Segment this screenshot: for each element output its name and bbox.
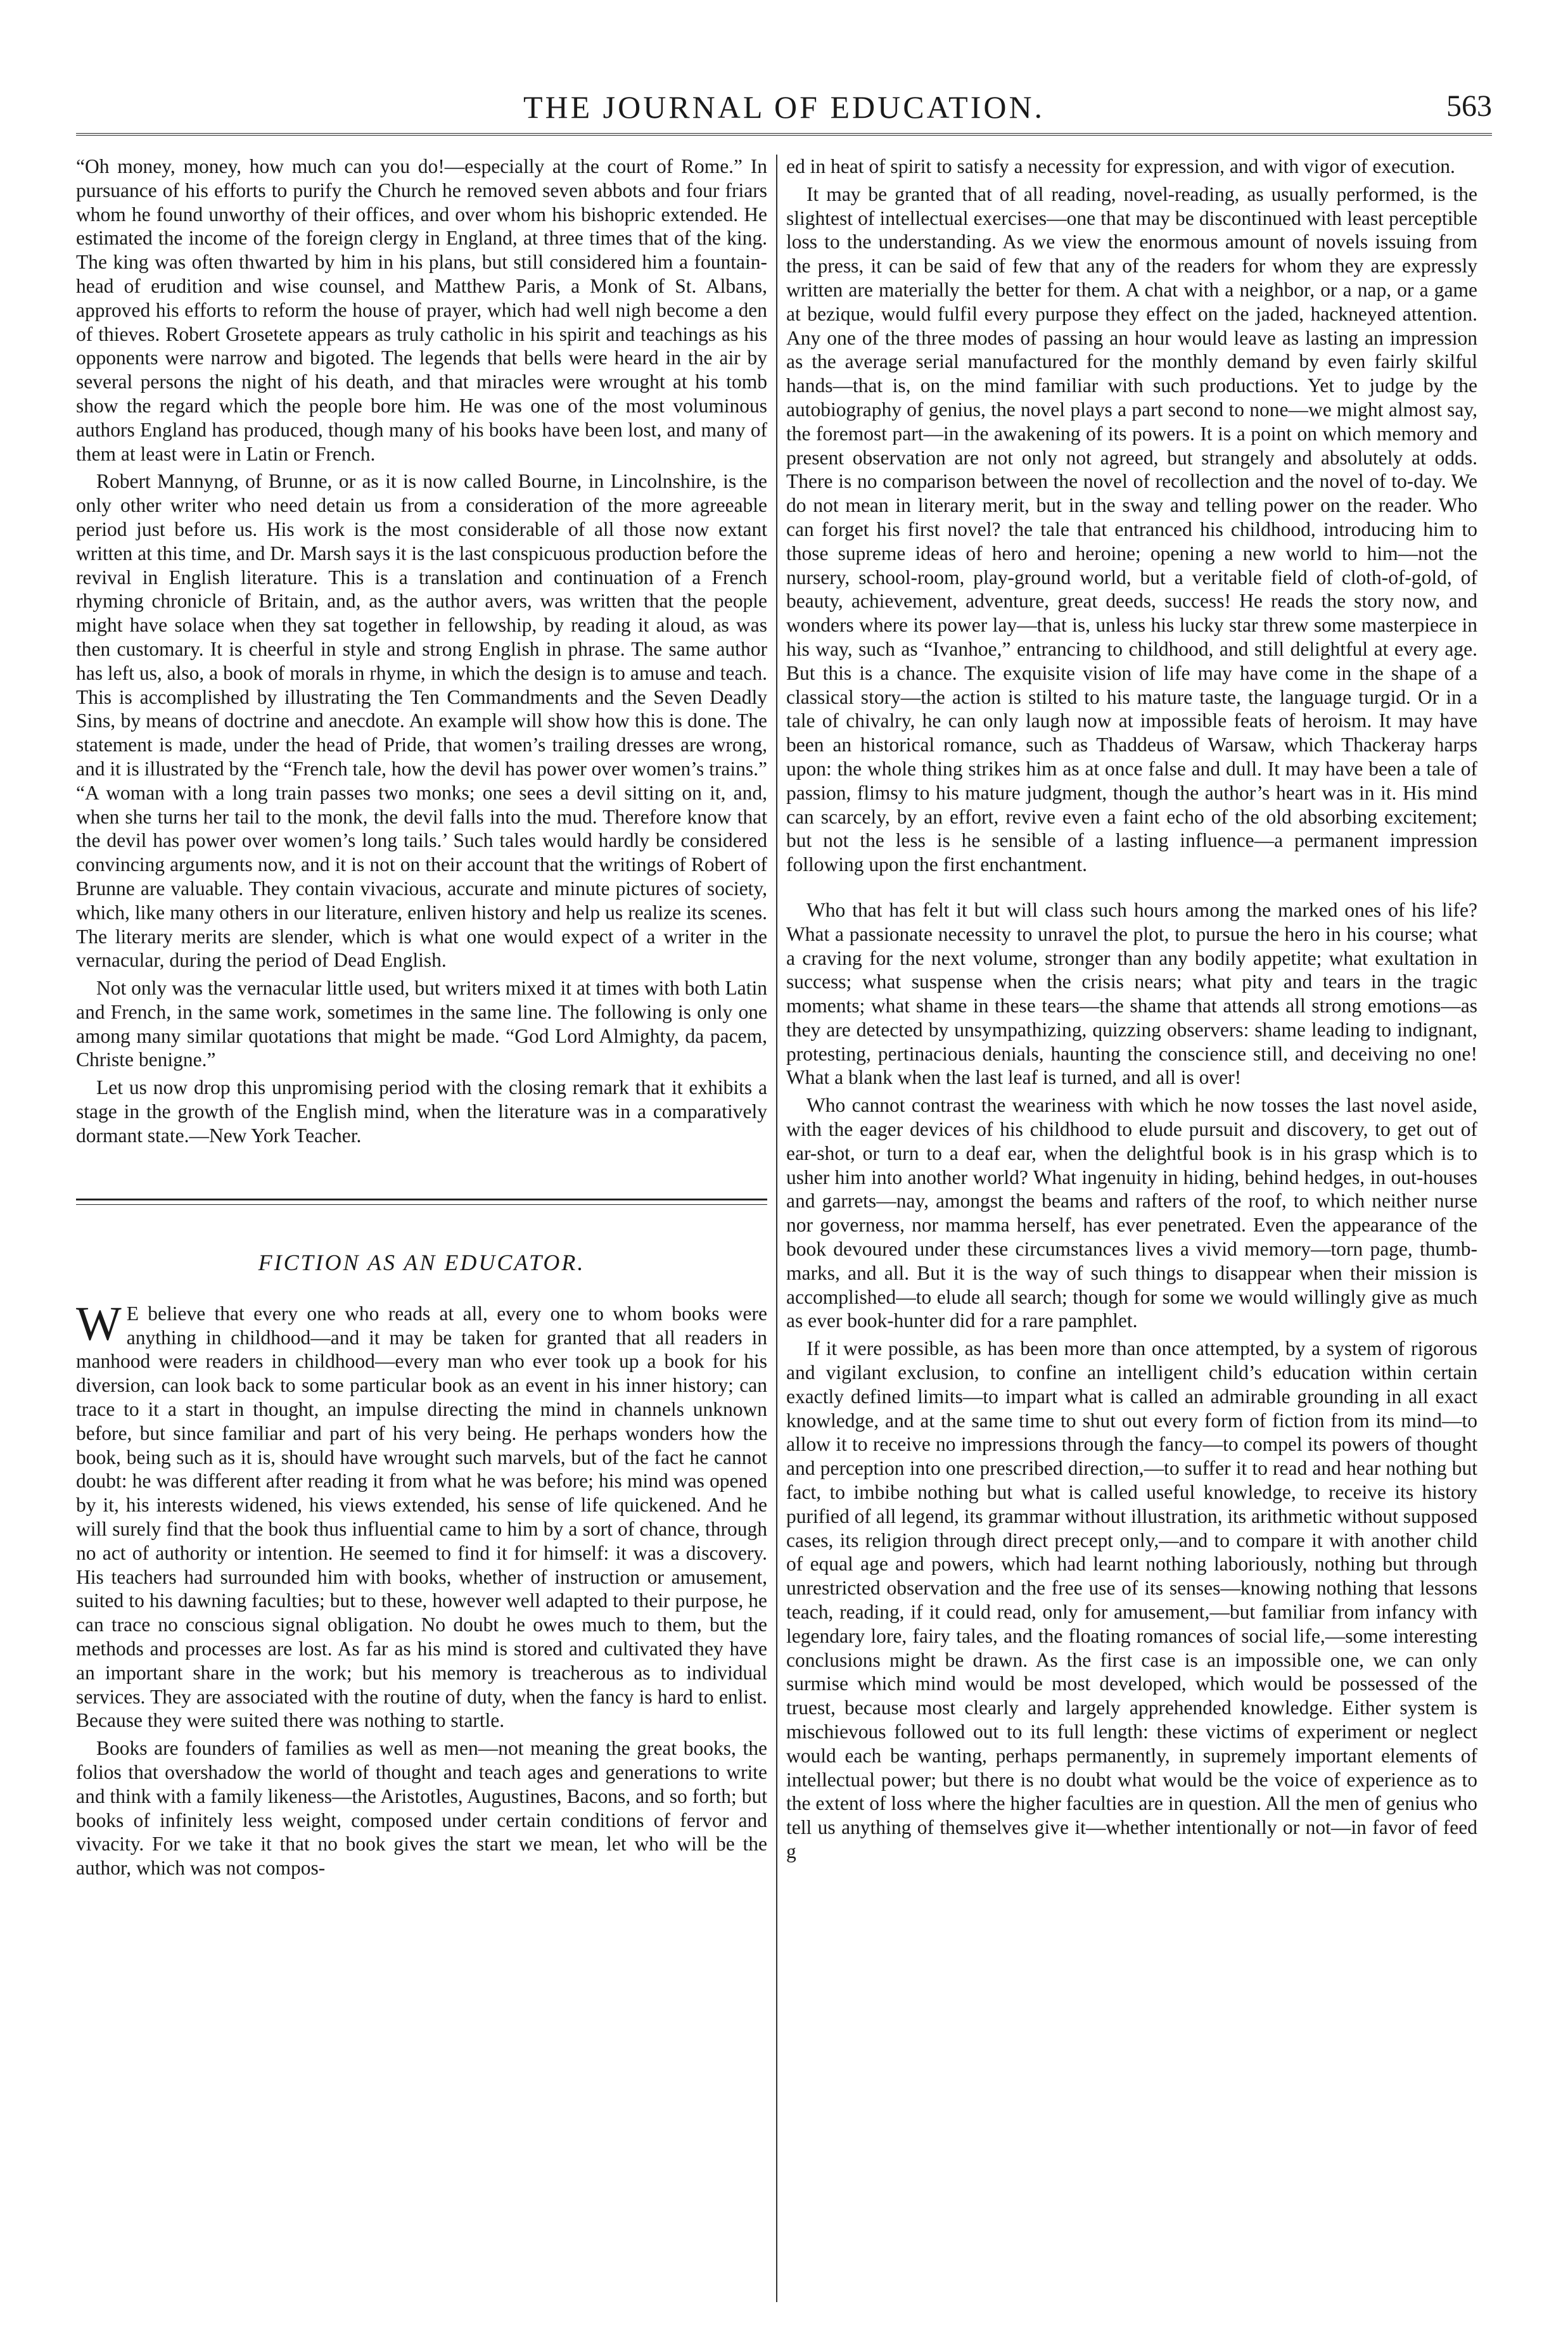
paragraph: Who cannot contrast the weariness with which he now tosses the last novel aside, with the eager devices of his childhood to elude pursuit and discovery, to get out of ear-shot, or turn to a deaf ear, when the delightful book is in his grasp which is to usher him into another world? What ingenuity in hiding, behind hedges, in out-houses and garrets—nay, amongst the beams and rafters of the roof, to which neither nurse nor governess, nor mamma herself, has ever penetrated. Even the appearance of the book devoured under these circumstances lives a vivid memory—torn page, thumb-marks, and all. But it is the way of such things to disappear when their mission is accomplished—to elude all search; though for some we would willingly give as much as ever book-hunter did for a rare pamphlet. <box>786 1094 1477 1332</box>
paragraph: Let us now drop this unpromising period with the closing remark that it exhibits a stage in the growth of the English mind, when the literature was in a comparatively dormant state.—New York Teacher. <box>76 1076 767 1147</box>
paragraph: Not only was the vernacular little used, but writers mixed it at times with both Latin and French, in the same work, sometimes in the same line. The following is only one among many similar quotations that might be made. “God Lord Almighty, da pacem, Christe benigne.” <box>76 977 767 1071</box>
paragraph: Who that has felt it but will class such hours among the marked ones of his life? What a passionate necessity to unravel the plot, to pursue the hero in his course; what a craving for the next volume, stronger than any bodily appetite; what exultation in success; what suspense when the crisis nears; what pity and tears in the tragic moments; what shame in these tears—the shame that attends all strong emotions—as they are detected by unsympathizing, quizzing observers: shame leading to indignant, protesting, pertinacious denials, haunting the conscience still, and deceiving no one! What a blank when the last leaf is turned, and all is over! <box>786 898 1477 1089</box>
paragraph: If it were possible, as has been more than once attempted, by a system of rigorous and vigilant exclusion, to confine an intelligent child’s education within certain exactly defined limits—to impart what is called an admirable grounding in all exact knowledge, and at the same time to shut out every form of fiction from its mind—to allow it to receive no impressions through the fancy—to compel its powers of thought and perception into one prescribed direction,—to suffer it to read and hear nothing but fact, to imbibe nothing but what is called useful knowledge, to receive its history purified of all legend, its grammar without illustration, its arithmetic without supposed cases, its religion through direct precept only,—and to compare it with another child of equal age and powers, which had learnt nothing laboriously, nothing but through unrestricted observation and the free use of its senses—knowing nothing that lessons teach, reading, if it could read, only for amusement,—but familiar from infancy with legendary lore, fairy tales, and the floating romances of social life,—some interesting conclusions might be drawn. As the first case is an impossible one, we can only surmise which mind would be most developed, which would be possessed of the truest, because most clearly and largely apprehended knowledge. Either system is mischievous followed out to its full length: these victims of experiment or neglect would each be wanting, perhaps permanently, in supremely important elements of intellectual power; but there is no doubt what would be the voice of experience as to the extent of loss where the higher faculties are in question. All the men of genius who tell us anything of themselves give it—whether intentionally or not—in favor of feed g <box>786 1337 1477 1862</box>
journal-title: THE JOURNAL OF EDUCATION. <box>523 89 1045 125</box>
paragraph-text: E believe that every one who reads at all, every one to whom books were anything in childhood—and it may be taken for granted that all readers in manhood were readers in childhood—every man who ever took up a book for his diversion, can look back to some particular book as an event in his inner history; can trace to it a start in thought, an impulse directing the mind in channels unknown before, but since familiar and part of his very being. He perhaps wonders how the book, being such as it is, should have wrought such marvels, but of the fact he cannot doubt: he was different after reading it from what he was before; his mind was opened by it, his interests widened, his views extended, his sense of life quickened. And he will surely find that the book thus influential came to him by a sort of chance, through no act of authority or intention. He seemed to find it for himself: it was a discovery. His teachers had surrounded him with books, whether of instruction or amusement, suited to his dawning faculties; but to these, however well adapted to their purpose, he can trace no conscious signal obligation. No doubt he owes much to them, but the methods and processes are lost. As far as his mind is stored and cultivated they have an important share in the work; but his memory is treacherous as to individual services. They are associated with the routine of duty, when the fancy is hard to enlist. Because they were suited there was nothing to startle. <box>76 1302 767 1732</box>
paragraph: Books are founders of families as well as men—not meaning the great books, the folios that overshadow the world of thought and teach ages and generations to write and think with a family likeness—the Aristotles, Augustines, Bacons, and so forth; but books of infinitely less weight, composed under certain conditions of fervor and vivacity. For we take it that no book gives the start we mean, let who will be the author, which was not compos- <box>76 1737 767 1880</box>
drop-cap: W <box>76 1297 122 1351</box>
right-column <box>777 155 1477 2302</box>
paragraph: Robert Mannyng, of Brunne, or as it is now called Bourne, in Lincolnshire, is the only other writer who need detain us from a consideration of the more agreeable period just before us. His work is the most considerable of all those now extant written at this time, and Dr. Marsh says it is the last conspicuous production before the revival in English literature. This is a translation and continuation of a French rhyming chronicle of Britain, and, as the author avers, was written that the people might have solace when they sat together in fellowship, by reading it aloud, as was then customary. It is cheerful in style and strong English in phrase. The same author has left us, also, a book of morals in rhyme, in which the design is to amuse and teach. This is accomplished by illustrating the Ten Commandments and the Seven Deadly Sins, by means of doctrine and anecdote. An example will show how this is done. The statement is made, under the head of Pride, that women’s trailing dresses are wrong, and it is illustrated by the “French tale, how the devil has power over women’s trains.” “A woman with a long train passes two monks; one sees a devil sitting on it, and, when she turns her tail to the monk, the devil falls into the mud. Therefore know that the devil has power over women’s long tails.’ Such tales would hardly be considered convincing arguments now, and it is not on their account that the writings of Robert of Brunne are valuable. They contain vivacious, accurate and minute pictures of society, which, like many others in our literature, enliven history and help us realize its scenes. The literary merits are slender, which is what one would expect of a writer in the vernacular, during the period of Dead English. <box>76 470 767 972</box>
running-head <box>76 89 1492 136</box>
paragraph: ed in heat of spirit to satisfy a necessity for expression, and with vigor of execution. <box>786 155 1455 177</box>
article-opening-paragraph <box>76 1297 767 1733</box>
paragraph: It may be granted that of all reading, novel-reading, as usually performed, is the slightest of intellectual exercises—one that may be discontinued with least perceptible loss to the understanding. As we view the enormous amount of novels issuing from the press, it can be said of few that any of the readers for whom they are expressly written are materially the better for them. A chat with a neighbor, or a nap, or a game at bezique, would fulfil every purpose they effect on the jaded, hackneyed attention. Any one of the three modes of passing an hour would leave as lasting an impression as the average serial manufactured for the monthly demand by even fairly skilful hands—that is, on the mind familiar with such productions. Yet to judge by the autobiography of genius, the novel plays a part second to none—we might almost say, the foremost part—in the awakening of its powers. It is a point on which memory and present observation are not only not agreed, but strangely and absolutely at odds. There is no comparison between the novel of recollection and the novel of to-day. We do not mean in literary merit, but in the sway and telling power on the reader. Who can forget his first novel? the tale that entranced his childhood, introducing him to those supreme ideas of hero and heroine; opening a new world to him—not the nursery, school-room, play-ground world, but a veritable field of cloth-of-gold, of beauty, achievement, adventure, great deeds, success! He reads the story now, and wonders where its power lay—that is, unless his lucky star threw some masterpiece in his way, such as “Ivanhoe,” entrancing to childhood, and still delightful at every age. But this is a chance. The exquisite vision of life may have come in the shape of a classical story—the action is stilted to his mature taste, the language turgid. Or in a tale of chivalry, he can only laugh now at impossible feats of heroism. It may have been an historical romance, such as Thaddeus of Warsaw, which Thackeray harps upon: the whole thing strikes him as at once false and dull. It may have been a tale of passion, flimsy to his mature judgment, though the author’s heart was in it. His mind can scarcely, by an effort, revive even a faint echo of the old absorbing excitement; but not the less is he sensible of a lasting influence—a permanent impression following upon the first enchantment. <box>786 182 1477 876</box>
article-title: FICTION AS AN EDUCATOR. <box>258 1249 585 1275</box>
section-divider <box>76 1199 767 1205</box>
two-column-body <box>76 155 1492 2302</box>
left-column <box>76 155 776 2302</box>
paragraph-gap <box>786 881 1477 898</box>
paragraph: “Oh money, money, how much can you do!—especially at the court of Rome.” In pursuance of his efforts to purify the Church he removed seven abbots and four friars whom he found unworthy of their offices, and over whom his bishopric extended. He estimated the income of the foreign clergy in England, at three times that of the king. The king was often thwarted by him in his plans, but still considered him a fountain-head of erudition and wise counsel, and Matthew Paris, a Monk of St. Albans, approved his efforts to reform the house of prayer, which had well nigh become a den of thieves. Robert Grosetete appears as truly catholic in his spirit and teachings as his opponents were narrow and bigoted. The legends that bells were heard in the air by several persons the night of his death, and that miracles were wrought at his tomb show the regard which the people bore him. He was one of the most voluminous authors England has produced, though many of his books have been lost, and many of them at least were in Latin or French. <box>76 155 767 465</box>
page-number: 563 <box>1446 89 1492 123</box>
